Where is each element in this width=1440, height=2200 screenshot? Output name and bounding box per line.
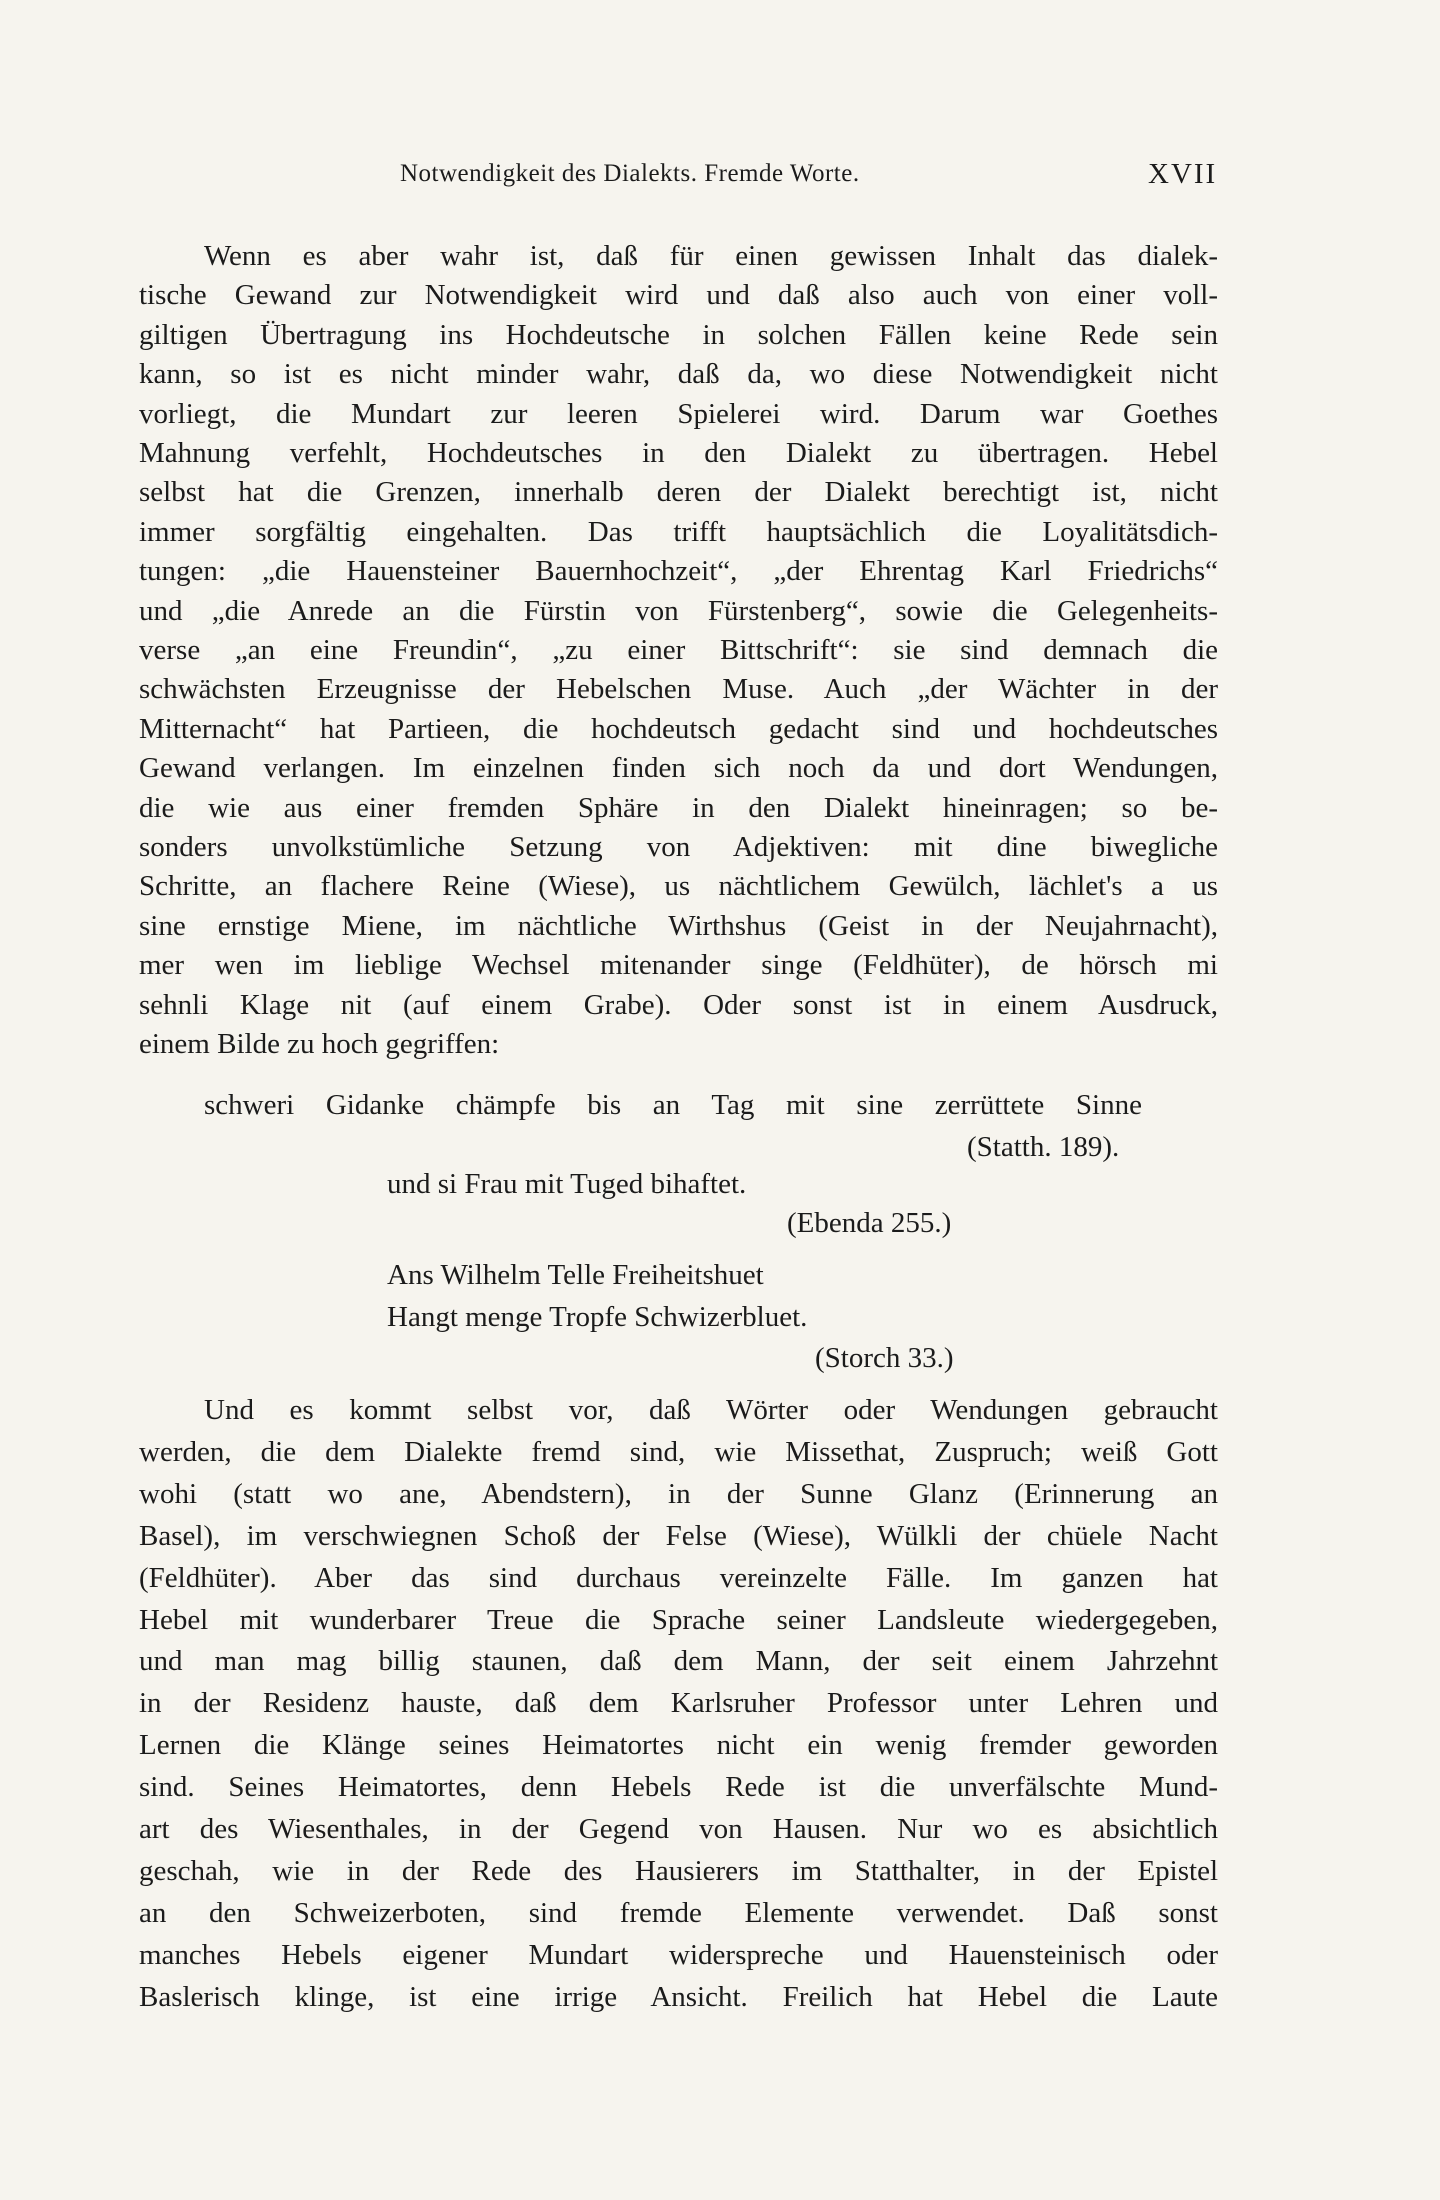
- paragraph-1-line: Gewand verlangen. Im einzelnen finden sich noch da und dort Wendungen,: [139, 752, 1218, 785]
- paragraph-1-line: selbst hat die Grenzen, innerhalb deren der Dialekt berechtigt ist, nicht: [139, 476, 1218, 509]
- paragraph-1-line: tische Gewand zur Notwendigkeit wird und daß also auch von einer voll-: [139, 279, 1218, 312]
- paragraph-1-line: tungen: „die Hauensteiner Bauernhochzeit“, „der Ehrentag Karl Friedrichs“: [139, 555, 1218, 588]
- paragraph-1-line: die wie aus einer fremden Sphäre in den Dialekt hineinragen; so be-: [139, 791, 1218, 824]
- paragraph-2-line: art des Wiesenthales, in der Gegend von Hausen. Nur wo es absichtlich: [139, 1813, 1218, 1845]
- paragraph-1-line: Wenn es aber wahr ist, daß für einen gewissen Inhalt das dialek-: [204, 240, 1218, 272]
- paragraph-2-line: werden, die dem Dialekte fremd sind, wie Missethat, Zuspruch; weiß Gott: [139, 1435, 1218, 1468]
- paragraph-2-line: Baslerisch klinge, ist eine irrige Ansicht. Freilich hat Hebel die Laute: [139, 1980, 1218, 2013]
- paragraph-1-line: sine ernstige Miene, im nächtliche Wirthshus (Geist in der Neujahrnacht),: [139, 909, 1218, 942]
- verse-quote-line: Hangt menge Tropfe Schwizerbluet.: [387, 1301, 808, 1333]
- paragraph-1-line: vorliegt, die Mundart zur leeren Spielerei wird. Darum war Goethes: [139, 397, 1218, 430]
- paragraph-1-line: sonders unvolkstümliche Setzung von Adjektiven: mit dine biwegliche: [139, 831, 1218, 863]
- running-title: Notwendigkeit des Dialekts. Fremde Worte.: [400, 160, 860, 187]
- paragraph-1-line: Mahnung verfehlt, Hochdeutsches in den Dialekt zu übertragen. Hebel: [139, 437, 1218, 469]
- paragraph-1-line: schwächsten Erzeugnisse der Hebelschen Muse. Auch „der Wächter in der: [139, 673, 1218, 706]
- verse-quote-line: (Ebenda 255.): [787, 1207, 952, 1239]
- paragraph-1-line: mer wen im lieblige Wechsel mitenander singe (Feldhüter), de hörsch mi: [139, 949, 1218, 982]
- paragraph-1-line: Schritte, an flachere Reine (Wiese), us nächtlichem Gewülch, lächlet's a us: [139, 870, 1218, 903]
- paragraph-2-line: an den Schweizerboten, sind fremde Elemente verwendet. Daß sonst: [139, 1896, 1218, 1929]
- paragraph-2-line: Und es kommt selbst vor, daß Wörter oder Wendungen gebraucht: [204, 1394, 1218, 1426]
- paragraph-1-line: und „die Anrede an die Fürstin von Fürstenberg“, sowie die Gelegenheits-: [139, 594, 1218, 627]
- paragraph-2-line: geschah, wie in der Rede des Hausierers im Statthalter, in der Epistel: [139, 1854, 1218, 1887]
- paragraph-1-line: giltigen Übertragung ins Hochdeutsche in solchen Fällen keine Rede sein: [139, 318, 1218, 351]
- paragraph-2-line: in der Residenz hauste, daß dem Karlsruher Professor unter Lehren und: [139, 1687, 1218, 1720]
- paragraph-1-line: immer sorgfältig eingehalten. Das trifft hauptsächlich die Loyalitätsdich-: [139, 515, 1218, 548]
- verse-quote-line: und si Frau mit Tuged bihaftet.: [387, 1168, 747, 1200]
- paragraph-2-line: und man mag billig staunen, daß dem Mann, der seit einem Jahrzehnt: [139, 1645, 1218, 1678]
- paragraph-1-line: kann, so ist es nicht minder wahr, daß da, wo diese Notwendigkeit nicht: [139, 358, 1218, 391]
- paragraph-2-line: Lernen die Klänge seines Heimatortes nicht ein wenig fremder geworden: [139, 1729, 1218, 1762]
- paragraph-2-line: sind. Seines Heimatortes, denn Hebels Rede ist die unverfälschte Mund-: [139, 1771, 1218, 1804]
- verse-quote-line: (Statth. 189).: [967, 1131, 1120, 1163]
- verse-quote-line: (Storch 33.): [815, 1342, 954, 1374]
- page-number: XVII: [1148, 158, 1218, 190]
- paragraph-2-line: (Feldhüter). Aber das sind durchaus vereinzelte Fälle. Im ganzen hat: [139, 1561, 1218, 1594]
- paragraph-2-line: manches Hebels eigener Mundart widerspreche und Hauensteinisch oder: [139, 1938, 1218, 1971]
- verse-quote-line: schweri Gidanke chämpfe bis an Tag mit sine zerrüttete Sinne: [204, 1089, 1142, 1121]
- paragraph-2-line: Basel), im verschwiegnen Schoß der Felse (Wiese), Wülkli der chüele Nacht: [139, 1519, 1218, 1552]
- paragraph-1-line: einem Bilde zu hoch gegriffen:: [139, 1028, 500, 1060]
- verse-quote-line: Ans Wilhelm Telle Freiheitshuet: [387, 1259, 764, 1291]
- paragraph-1-line: sehnli Klage nit (auf einem Grabe). Oder sonst ist in einem Ausdruck,: [139, 988, 1218, 1021]
- paragraph-2-line: Hebel mit wunderbarer Treue die Sprache seiner Landsleute wiedergegeben,: [139, 1603, 1218, 1636]
- paragraph-1-line: Mitternacht“ hat Partieen, die hochdeutsch gedacht sind und hochdeutsches: [139, 712, 1218, 745]
- paragraph-1-line: verse „an eine Freundin“, „zu einer Bittschrift“: sie sind demnach die: [139, 634, 1218, 666]
- paragraph-2-line: wohi (statt wo ane, Abendstern), in der Sunne Glanz (Erinnerung an: [139, 1477, 1218, 1510]
